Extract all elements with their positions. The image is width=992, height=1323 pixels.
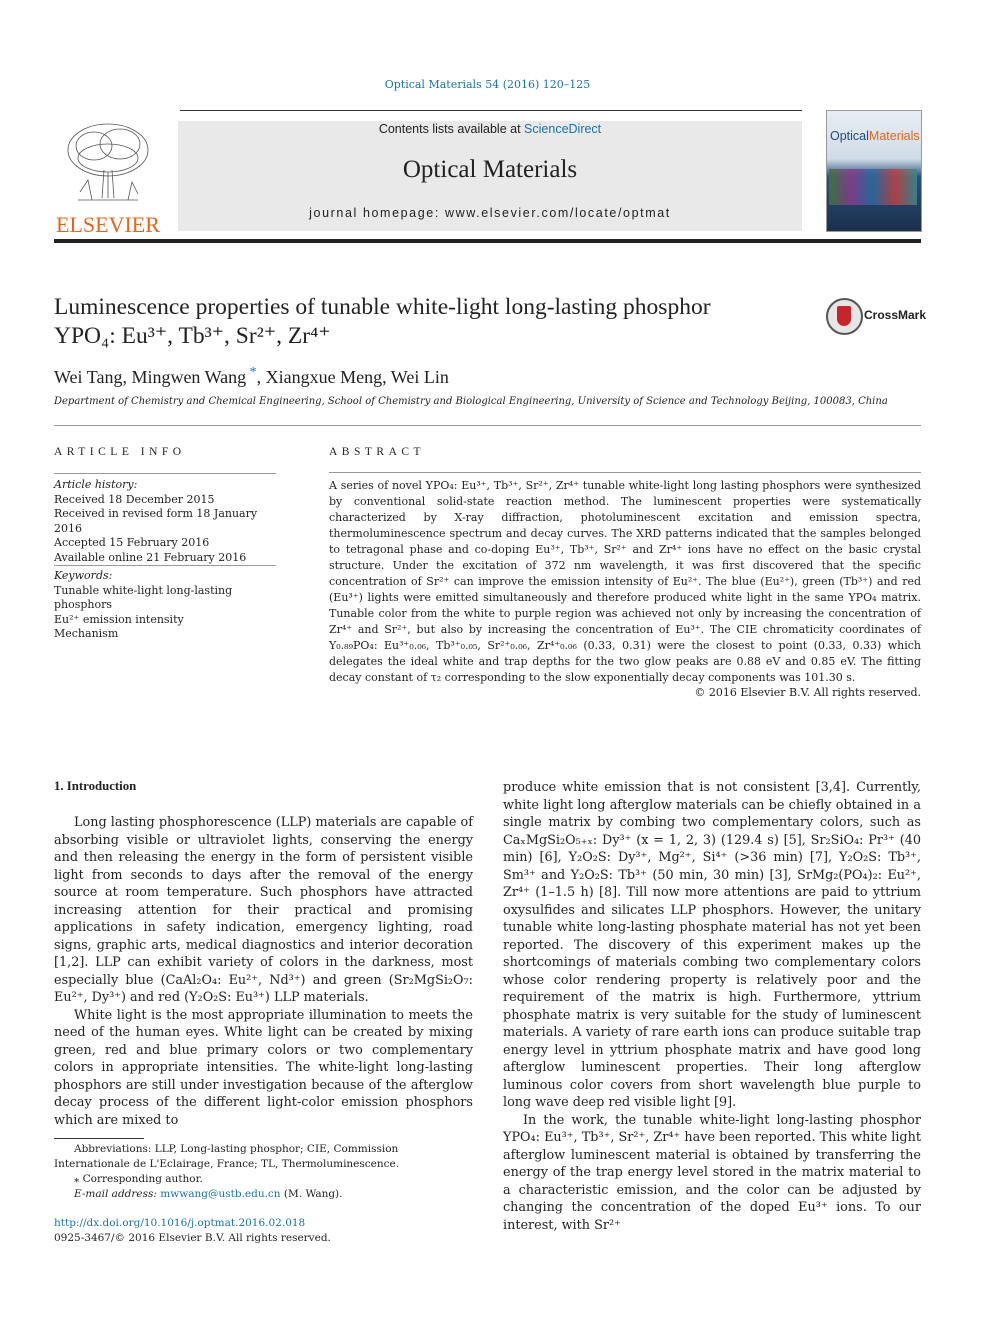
intro-paragraph-4: In the work, the tunable white-light long-lasting phosphor YPO₄: Eu³⁺, Tb³⁺, Sr²⁺, Zr⁴⁺ have been reported. This white light afterglow luminescent material is obtained by transferring the energy of the trap energy level stored in the matrix material to a characteristic emission, and the color can be adjusted by changing the concentration of the doped Eu³⁺ ions. To our interest, with Sr²⁺ [503, 1112, 921, 1233]
cover-title-a: Optical [830, 129, 869, 143]
crossmark-icon [826, 298, 863, 335]
abstract-text: A series of novel YPO₄: Eu³⁺, Tb³⁺, Sr²⁺, Zr⁴⁺ tunable white-light long lasting phosphors were synthesized by conventional solid-state reaction method. The luminescent properties were systematically characterized by X-ray diffraction, photoluminescent excitation and emission spectra, thermoluminescence spectrum and decay curves. The XRD patterns indicated that the samples belonged to tetragonal phase and co-doping Eu³⁺, Tb³⁺, Sr²⁺ and Zr⁴⁺ ions have no effect on the basic crystal structure. Under the excitation of 372 nm wavelength, it was first discovered that the specific concentration of Sr²⁺ can improve the emission intensity of Eu²⁺. The blue (Eu²⁺), green (Tb³⁺) and red (Eu³⁺) lights were emitted simultaneously and therefore produced white light in the same YPO₄ matrix. Tunable color from the white to purple region was achieved not only by increasing the concentration of Zr⁴⁺ and Sr²⁺, but also by increasing the concentration of Eu³⁺. The CIE chromaticity coordinates of Y₀.₈₉PO₄: Eu³⁺₀.₀₆, Tb³⁺₀.₀₅, Sr²⁺₀.₀₆, Zr⁴⁺₀.₀₆ (0.33, 0.31) were the closest to point (0.33, 0.33) which delegates the ideal white and trap depths for the two glow peaks are 0.88 eV and 0.85 eV. The fitting decay constant of τ₂ corresponding to the slow exponentially decay components was 101.30 s. [329, 479, 921, 684]
affiliation-rule [54, 425, 921, 426]
footnote-rule [54, 1138, 144, 1139]
intro-column-left [54, 814, 473, 1129]
history-label: Article history: [54, 478, 138, 491]
journal-name: Optical Materials [402, 156, 578, 183]
keyword-item: Mechanism [54, 627, 119, 640]
issn-line: 0925-3467/© 2016 Elsevier B.V. All rights reserved. [54, 1232, 331, 1244]
cover-title-b: Materials [868, 129, 920, 143]
keywords [54, 569, 284, 642]
keywords-label: Keywords: [54, 569, 113, 582]
crossmark-badge[interactable] [826, 298, 926, 334]
email-footnote [54, 1187, 473, 1202]
history-item: Received in revised form 18 January 2016 [54, 507, 258, 535]
header-rule [180, 110, 802, 111]
intro-column-right [503, 779, 921, 1234]
crossmark-label: CrossMark [864, 308, 927, 322]
history-item: Available online 21 February 2016 [54, 550, 247, 564]
email-label: E-mail address: [74, 1188, 157, 1200]
abbreviations-footnote: Abbreviations: LLP, Long-lasting phosphor; CIE, Commission Internationale de L'Eclairage, France; TL, Thermoluminescence. [54, 1143, 400, 1170]
email-name: (M. Wang). [280, 1188, 343, 1200]
elsevier-wordmark: ELSEVIER [56, 212, 160, 237]
title-line-2: YPO₄: Eu³⁺, Tb³⁺, Sr²⁺, Zr⁴⁺ [54, 323, 331, 349]
article-info-rule [54, 473, 276, 474]
journal-citation[interactable]: Optical Materials 54 (2016) 120–125 [384, 78, 591, 91]
history-item: Received 18 December 2015 [54, 492, 215, 506]
email-link[interactable]: mwwang@ustb.edu.cn [160, 1188, 281, 1200]
article-info-heading: ARTICLE INFO [54, 446, 186, 458]
sciencedirect-link[interactable]: ScienceDirect [524, 122, 602, 136]
journal-homepage[interactable]: journal homepage: www.elsevier.com/locate/optmat [309, 206, 671, 220]
intro-paragraph-2: White light is the most appropriate illumination to meets the need of the human eyes. White light can be created by mixing green, red and blue primary colors or two complementary colors in appropriate intensities. The white-light long-lasting phosphors are still under investigation because of the afterglow decay process of the different light-color emission phosphors which are mixed to [54, 1007, 473, 1128]
intro-paragraph-1: Long lasting phosphorescence (LLP) materials are capable of absorbing visible or ultraviolet lights, conserving the energy and then releasing the energy in the form of persistent visible light from seconds to days after the removal of the energy source at room temperature. Such phosphors have attracted increasing attention for their practical and promising applications in safety indication, emergency lighting, road signs, graphic arts, medical diagnostics and interior decoration [1,2]. LLP can exhibit variety of colors in the darkness, most especially blue (CaAl₂O₄: Eu²⁺, Nd³⁺) and green (Sr₂MgSi₂O₇: Eu²⁺, Dy³⁺) and red (Y₂O₂S: Eu³⁺) LLP materials. [54, 815, 473, 1005]
title-line-1: Luminescence properties of tunable white-light long-lasting phosphor [54, 294, 711, 320]
elsevier-tree-icon [58, 120, 158, 206]
cover-image [829, 169, 917, 205]
abstract-copyright: © 2016 Elsevier B.V. All rights reserved. [694, 686, 921, 699]
corresponding-footnote: ⁎ Corresponding author. [74, 1173, 203, 1185]
abstract-heading: ABSTRACT [329, 446, 426, 458]
history-item: Accepted 15 February 2016 [54, 536, 210, 549]
author-list [54, 365, 449, 388]
contents-line [178, 122, 802, 136]
article-history [54, 478, 284, 565]
cover-title [827, 111, 921, 143]
authors-rest: , Xiangxue Meng, Wei Lin [256, 367, 449, 387]
keyword-item: Tunable white-light long-lasting phosphors [54, 583, 233, 611]
keywords-rule [54, 565, 276, 566]
elsevier-logo[interactable] [54, 120, 162, 237]
journal-banner [178, 121, 802, 231]
footnotes [54, 1142, 473, 1202]
header-thick-rule [54, 239, 921, 243]
doi-link[interactable]: http://dx.doi.org/10.1016/j.optmat.2016.02.018 [54, 1217, 306, 1229]
abstract-rule [329, 472, 921, 473]
article-title [54, 293, 794, 351]
page-footer [54, 1216, 473, 1246]
section-heading-introduction: 1. Introduction [54, 779, 137, 793]
affiliation: Department of Chemistry and Chemical Engineering, School of Chemistry and Biological Engineering, University of Science and Technology Beijing, 100083, China [54, 396, 888, 407]
corresponding-author-mark[interactable]: * [246, 365, 257, 380]
intro-paragraph-3: produce white emission that is not consistent [3,4]. Currently, white light long afterglow materials can be chiefly obtained in a single matrix by combing two complementary colors, such as CaₓMgSi₂O₅₊ₓ: Dy³⁺ (x = 1, 2, 3) (129.4 s) [5], Sr₂SiO₄: Pr³⁺ (40 min) [6], Y₂O₂S: Dy³⁺, Mg²⁺, Si⁴⁺ (>36 min) [7], Y₂O₂S: Tb³⁺, Sm³⁺ and Y₂O₂S: Tb³⁺ (50 min, 30 min) [3], SrMg₂(PO₄)₂: Eu²⁺, Zr⁴⁺ (1–1.5 h) [8]. Till now more attentions are paid to yttrium oxysulfides and silicates LLP phosphors. However, the unitary tunable white long-lasting phosphate material has not yet been reported. The discovery of this experiment makes up the shortcomings of materials combing two complementary colors whose color rendering property is relatively poor and the requirement of the matrix is high. Furthermore, yttrium phosphate matrix is very suitable for the study of luminescent materials. A variety of rare earth ions can produce suitable trap energy level in yttrium phosphate matrix and have good long afterglow luminescent properties. Their long afterglow luminous color covers from short wavelength blue purple to long wave deep red visible light [9]. [503, 780, 921, 1110]
journal-cover[interactable] [826, 110, 922, 232]
keyword-item: Eu²⁺ emission intensity [54, 612, 184, 626]
authors-first: Wei Tang, Mingwen Wang [54, 367, 247, 387]
contents-prefix: Contents lists available at [378, 122, 521, 136]
